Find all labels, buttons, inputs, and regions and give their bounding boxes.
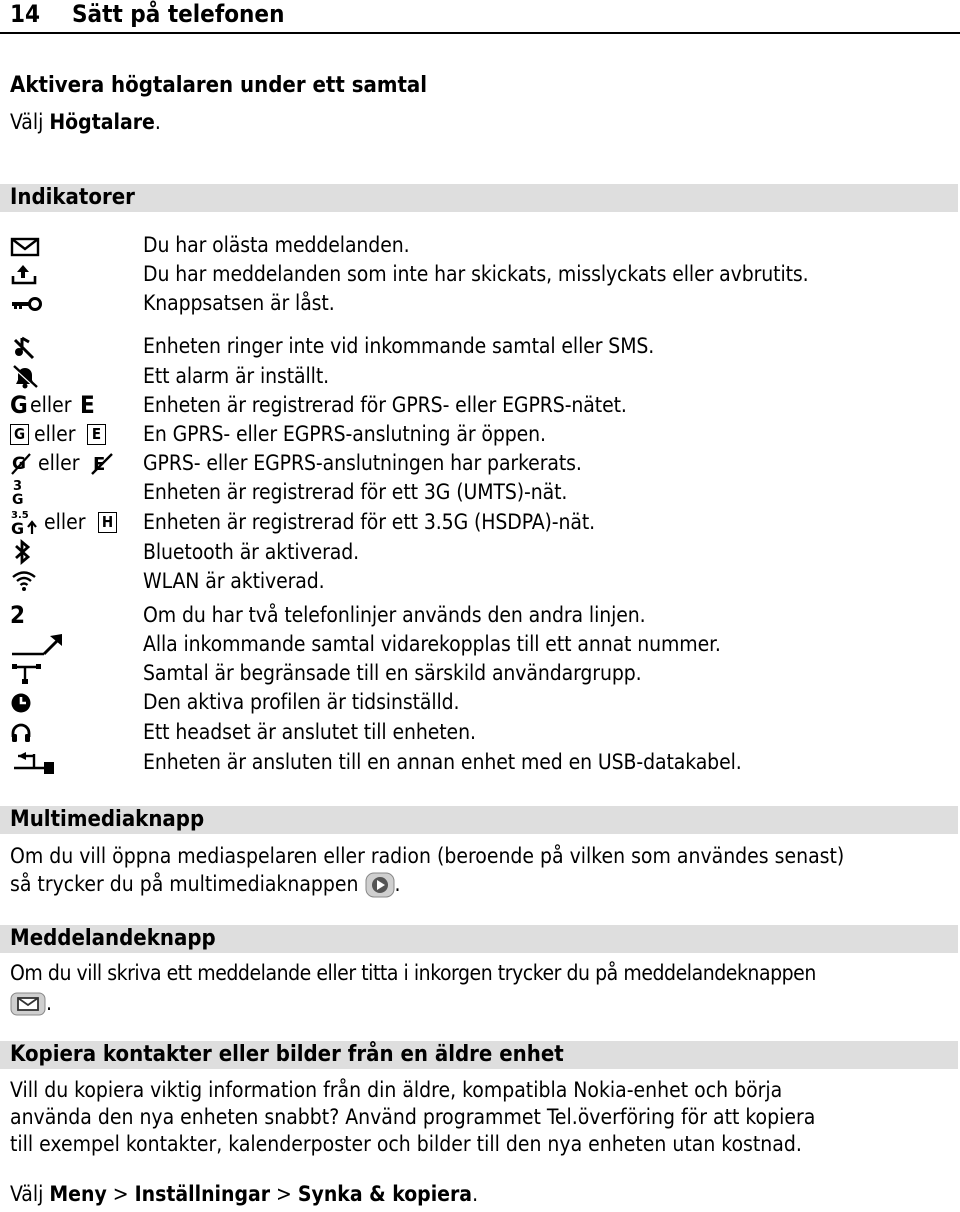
indicator-text: Enheten är registrerad för GPRS- eller EGPRS-nätet. [143,393,627,417]
message-key-icon [10,991,46,1017]
indicator-text: Alla inkommande samtal vidarekopplas till ett annat nummer. [143,632,721,656]
multimedia-key-icon [365,872,395,898]
svg-text:3.5: 3.5 [11,510,29,521]
speaker-heading: Aktivera högtalaren under ett samtal [10,73,428,98]
outbox-upload-icon [10,262,40,286]
copy-text-line: använda den nya enheten snabbt? Använd programmet Tel.överföring för att kopiera [10,1105,816,1129]
page-header [0,0,960,34]
svg-text:3: 3 [13,479,23,494]
svg-text:G: G [12,454,26,474]
message-key-text-line1: Om du vill skriva ett meddelande eller titta i inkorgen trycker du på meddelandeknappen [10,961,816,985]
or-label: eller [44,510,86,534]
indicator-row [0,688,960,717]
speaker-instruction: Välj Högtalare. [10,110,161,134]
line-two-icon: 2 [10,601,26,629]
indicator-text: Ett headset är anslutet till enheten. [143,720,476,744]
indicator-text: Knappsatsen är låst. [143,291,335,315]
egprs-icon: E [80,391,95,419]
gprs-active-icon: G [10,424,29,445]
indicator-row [0,718,960,747]
egprs-hold-icon [90,451,116,477]
indicator-row [0,630,960,659]
multimedia-text-line1: Om du vill öppna mediaspelaren eller radion (beroende på vilken som användes senast) [10,844,845,868]
indicator-text: Enheten ringer inte vid inkommande samtal eller SMS. [143,334,655,358]
speaker-action: Högtalare [49,110,155,134]
indicator-row [0,289,960,318]
indicator-text: WLAN är aktiverad. [143,569,325,593]
indicator-row [0,391,960,420]
indicator-text: Enheten är registrerad för ett 3.5G (HSDPA)-nät. [143,510,596,534]
gprs-hold-icon [10,451,34,477]
copy-menu-path: Välj Meny > Inställningar > Synka & kopiera. [10,1182,479,1206]
indicator-text: Samtal är begränsade till en särskild användargrupp. [143,661,642,685]
indicator-text: Enheten är ansluten till en annan enhet med en USB-datakabel. [143,750,742,774]
or-label: eller [30,393,72,417]
indicator-row [0,332,960,361]
or-label: eller [34,422,76,446]
copy-text-line: Vill du kopiera viktig information från din äldre, kompatibla Nokia-enhet och börja [10,1078,783,1102]
headset-icon [10,721,36,747]
indicator-row [0,748,960,777]
indicator-text: Ett alarm är inställt. [143,364,330,388]
svg-text:G: G [12,492,24,506]
indicator-row [0,231,960,260]
envelope-icon [10,236,42,258]
hsdpa-icon [10,508,42,536]
indicator-row [0,449,960,478]
indicator-row [0,538,960,567]
menu-path-item: Meny [49,1182,107,1206]
message-key-text-line2: . [10,989,52,1017]
usb-icon [10,748,58,776]
chapter-title: Sätt på telefonen [72,0,285,28]
indicator-text: En GPRS- eller EGPRS-anslutning är öppen. [143,422,546,446]
indicator-row [0,567,960,596]
timed-profile-icon [10,691,36,717]
indicator-row [0,420,960,449]
gprs-icon: G [10,391,28,419]
bluetooth-icon [12,539,34,565]
alarm-icon [10,364,40,390]
closed-group-icon [10,661,44,687]
indicator-row [0,659,960,688]
indicator-text: Om du har två telefonlinjer används den andra linjen. [143,603,646,627]
menu-path-item: Synka & kopiera [297,1182,473,1206]
indicator-row [0,601,960,630]
hsdpa-active-icon: H [98,512,117,533]
or-label: eller [38,451,80,475]
svg-text:G: G [11,519,25,536]
copy-text-line: till exempel kontakter, kalenderposter och bilder till den nya enheten utan kostnad. [10,1132,802,1156]
page-number: 14 [10,0,41,28]
indicator-row [0,508,960,537]
message-key-heading: Meddelandeknapp [0,925,958,953]
svg-text:E: E [93,454,106,475]
indicator-text: Bluetooth är aktiverad. [143,540,360,564]
key-lock-icon [10,294,44,314]
indicator-text: Enheten är registrerad för ett 3G (UMTS)-nät. [143,480,568,504]
multimedia-text-line2: så trycker du på multimediaknappen . [10,872,401,896]
egprs-active-icon: E [87,424,106,445]
indicator-row [0,478,960,507]
call-divert-icon [10,632,66,658]
indicator-text: GPRS- eller EGPRS-anslutningen har parkerats. [143,451,582,475]
indicator-text: Du har olästa meddelanden. [143,233,410,257]
menu-path-item: Inställningar [134,1182,271,1206]
indicators-heading: Indikatorer [0,184,958,212]
umts-3g-icon [10,478,30,506]
wlan-icon [10,569,38,593]
silent-icon [11,334,39,360]
indicator-row [0,260,960,289]
multimedia-heading: Multimediaknapp [0,806,958,834]
indicator-text: Den aktiva profilen är tidsinställd. [143,690,460,714]
copy-heading: Kopiera kontakter eller bilder från en äldre enhet [0,1041,958,1069]
indicator-text: Du har meddelanden som inte har skickats, misslyckats eller avbrutits. [143,262,809,286]
indicator-row [0,362,960,391]
